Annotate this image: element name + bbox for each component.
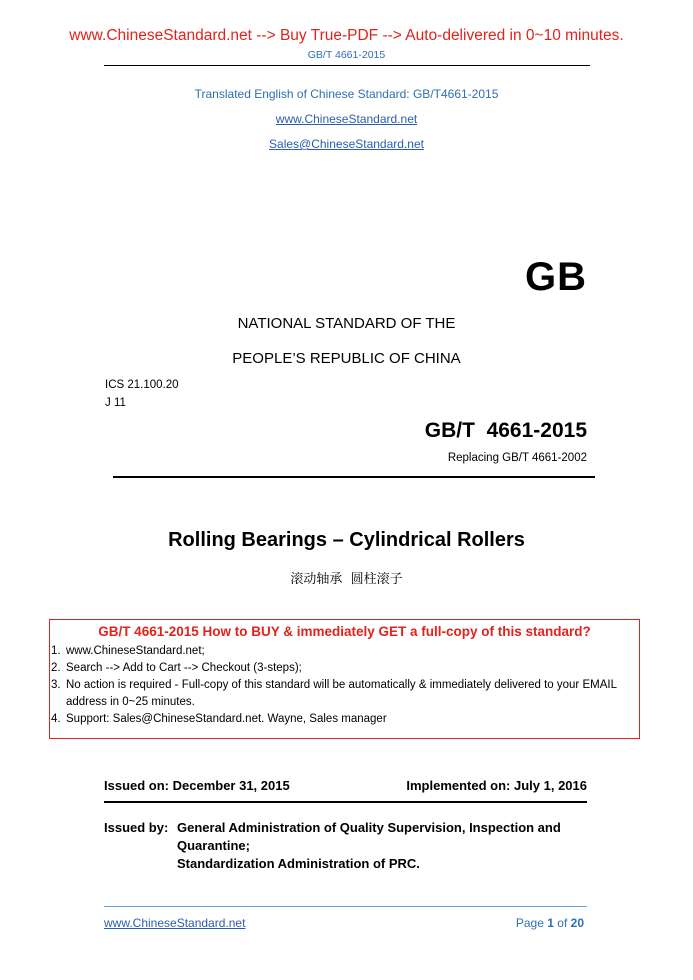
purchase-steps-list [50,643,639,728]
list-item [50,677,639,711]
issued-on-date: Issued on: December 31, 2015 [104,778,290,793]
title-divider [113,476,595,478]
total-pages: 20 [570,916,584,930]
list-item-text: No action is required - Full-copy of this standard will be automatically & immediately delivered to your EMAIL address in 0~25 minutes. [66,679,617,708]
national-standard-line-2: PEOPLE’S REPUBLIC OF CHINA [232,350,461,367]
issued-by-label: Issued by: [104,820,169,835]
sales-email-link[interactable]: Sales@ChineseStandard.net [269,137,424,151]
ccs-code: J 11 [105,397,126,409]
gb-logo: GB [525,255,587,299]
standard-number: GB/T 4661-2015 [424,419,587,442]
list-item-number: 4. [51,713,61,725]
page-of: of [557,916,568,930]
document-title-chinese: 滚动轴承 圆柱滚子 [290,572,403,587]
issued-by-line-2: Quarantine; [177,838,250,853]
footer-site-link[interactable]: www.ChineseStandard.net [104,916,246,930]
list-item-number: 2. [51,662,61,674]
document-title: Rolling Bearings – Cylindrical Rollers [168,529,525,551]
top-banner[interactable]: www.ChineseStandard.net --> Buy True-PDF --> Auto-delivered in 0~10 minutes. [69,27,624,44]
site-link[interactable]: www.ChineseStandard.net [275,112,418,126]
purchase-box-title: GB/T 4661-2015 How to BUY & immediately GET a full-copy of this standard? [98,624,591,639]
list-item-number: 3. [51,679,61,691]
national-standard-line-1: NATIONAL STANDARD OF THE [237,315,456,332]
page-word: Page [515,916,544,930]
list-item-text: Search --> Add to Cart --> Checkout (3-steps); [66,662,302,674]
list-item [50,711,639,728]
replacing-note: Replacing GB/T 4661-2002 [447,452,587,464]
header-standard-code: GB/T 4661-2015 [307,49,386,61]
list-item [50,643,639,660]
ics-code: ICS 21.100.20 [105,379,179,391]
footer-divider [104,906,587,907]
current-page: 1 [547,916,554,930]
list-item [50,660,639,677]
list-item-text[interactable]: www.ChineseStandard.net; [66,645,205,657]
header-divider [104,65,590,66]
issue-divider [104,801,587,803]
page-number [516,916,584,930]
list-item-number: 1. [51,645,61,657]
issued-by-line-3: Standardization Administration of PRC. [177,856,420,871]
list-item-text: Support: Sales@ChineseStandard.net. Wayne, Sales manager [66,713,387,725]
purchase-info-box [49,619,640,739]
issued-by-line-1: General Administration of Quality Supervision, Inspection and [177,820,561,835]
implemented-on-date: Implemented on: July 1, 2016 [406,778,587,793]
translation-note: Translated English of Chinese Standard: GB/T4661-2015 [194,87,499,101]
